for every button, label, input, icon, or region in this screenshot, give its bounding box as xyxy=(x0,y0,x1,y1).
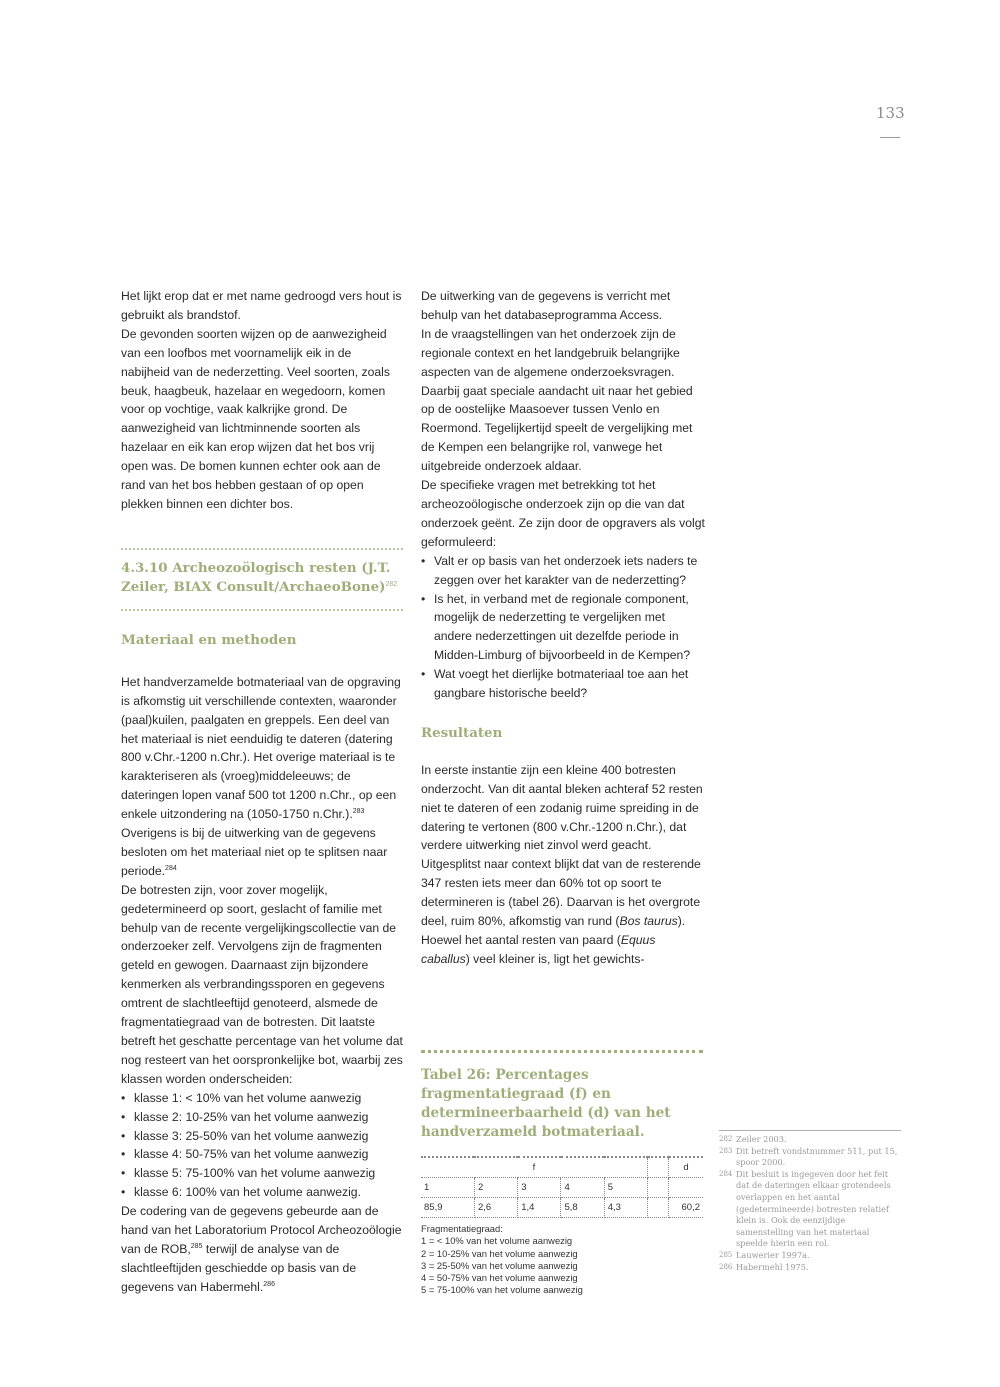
empty-cell xyxy=(669,1178,704,1198)
legend-item: 1 = < 10% van het volume aanwezig xyxy=(421,1235,573,1247)
class-label: 3 xyxy=(518,1178,561,1198)
page-number: 133 xyxy=(876,104,905,122)
class-item: • klasse 4: 50-75% van het volume aanwezig xyxy=(121,1145,403,1164)
class-label: 4 xyxy=(561,1178,604,1198)
class-label: 1 xyxy=(421,1178,474,1198)
legend-item: 2 = 10-25% van het volume aanwezig xyxy=(421,1247,578,1259)
footnote-text: Habermehl 1975. xyxy=(736,1261,809,1272)
class-label: 2 xyxy=(474,1178,517,1198)
left-column xyxy=(121,287,403,1297)
left-paragraph-3 xyxy=(121,673,403,881)
footnote-283 xyxy=(719,1146,901,1169)
class-item: • klasse 6: 100% van het volume aanwezig. xyxy=(121,1183,403,1202)
class-item: • klasse 1: < 10% van het volume aanwezig xyxy=(121,1089,403,1108)
footnote-number: 286 xyxy=(719,1262,733,1271)
footnote-282 xyxy=(719,1134,901,1146)
f-value: 1,4 xyxy=(518,1198,561,1218)
f-value: 5,8 xyxy=(561,1198,604,1218)
footnote-ref-286[interactable]: 286 xyxy=(263,1280,275,1288)
header-spacer xyxy=(648,1157,669,1178)
subheading-resultaten: Resultaten xyxy=(421,724,503,741)
footnotes xyxy=(719,1130,901,1273)
species-equus-caballus: Equus caballus xyxy=(421,933,656,966)
question-item: • Wat voegt het dierlijke botmateriaal toe aan het gangbare historische beeld? xyxy=(421,665,705,703)
left-paragraph-1: Het lijkt erop dat er met name gedroogd vers hout is gebruikt als brandstof. xyxy=(121,289,402,322)
left-paragraph-4: De botresten zijn, voor zover mogelijk, gedetermineerd op soort, geslacht of familie met behulp van de recente vergelijkingscollectie van de onderzoeker zelf. Vervolgens zijn de fragmenten geteld en gewogen. Daarnaast zijn bijzondere kenmerken als verbrandingssporen en gegevens omtrent de slachtleeftijd genoteerd, alsmede de fragmentatiegraad van de botresten. Dit laatste betreft het geschatte percentage van het volume dat nog resteert van het oorspronkelijke bot, waarbij zes klassen worden onderscheiden: xyxy=(121,882,403,1086)
empty-cell xyxy=(648,1198,669,1218)
footnote-rule xyxy=(719,1130,901,1131)
legend-item: 3 = 25-50% van het volume aanwezig xyxy=(421,1259,578,1271)
class-label: 5 xyxy=(604,1178,647,1198)
footnote-285 xyxy=(719,1250,901,1262)
right-column xyxy=(421,287,705,969)
subheading-materiaal: Materiaal en methoden xyxy=(121,631,297,648)
class-item: • klasse 5: 75-100% van het volume aanwezig xyxy=(121,1164,403,1183)
left-paragraph-5-text: De codering van de gegevens gebeurde aan de hand van het Laboratorium Protocol Archeozoölogie van de ROB, xyxy=(121,1204,402,1256)
right-paragraph-2: In de vraagstellingen van het onderzoek zijn de regionale context en het landgebruik belangrijke aspecten van de algemene onderzoeksvragen. Daarbij gaat speciale aandacht uit naar het gebied op de oostelijke Maasoever tussen Venlo en Roermond. Tegelijkertijd speelt de vergelijking met de Kempen een belangrijke rol, vanwege het uitgebreide onderzoek aldaar. xyxy=(421,326,693,474)
footnote-ref-284[interactable]: 284 xyxy=(165,864,177,872)
question-item: • Valt er op basis van het onderzoek iets naders te zeggen over het karakter van de nederzetting? xyxy=(421,552,705,590)
left-paragraph-5-cont: terwijl de analyse van de slachtleeftijden geschiedde op basis van de gegevens van Habermehl. xyxy=(121,1241,357,1294)
empty-cell xyxy=(648,1178,669,1198)
section-bottom-rule xyxy=(121,609,403,611)
right-paragraph-5-b: ). Hoewel het aantal resten van paard ( xyxy=(421,914,686,947)
header-f: f xyxy=(421,1157,648,1178)
right-paragraph-5 xyxy=(421,855,705,968)
footnote-286 xyxy=(719,1262,901,1274)
table-block xyxy=(421,1050,703,1297)
left-paragraph-3-text: Het handverzamelde botmateriaal van de opgraving is afkomstig uit verschillende contexten, waaronder (paal)kuilen, paalgaten en greppels. Een deel van het materiaal is niet eenduidig te dateren (datering 800 v.Chr.-1200 n.Chr.). Het overige materiaal is te karakteriseren als (vroeg)middeleeuws; de dateringen lopen vanaf 500 tot 1200 n.Chr., op een enkele uitzondering na (1050-1750 n.Chr.). xyxy=(121,674,401,822)
table-row xyxy=(421,1198,703,1218)
header-d: d xyxy=(669,1157,704,1178)
f-value: 4,3 xyxy=(604,1198,647,1218)
class-item: • klasse 3: 25-50% van het volume aanwezig xyxy=(121,1127,403,1146)
right-paragraph-1: De uitwerking van de gegevens is verricht met behulp van het databaseprogramma Access. xyxy=(421,289,671,322)
footnote-ref-282[interactable]: 282 xyxy=(385,580,398,588)
question-list xyxy=(421,552,705,703)
footnote-text: Dit betreft vondstnummer 511, put 15, spoor 2000. xyxy=(736,1145,898,1168)
table-top-rule xyxy=(421,1050,703,1053)
question-item: • Is het, in verband met de regionale component, mogelijk de nederzetting te vergelijken met andere nederzettingen uit dezelfde periode in Midden-Limburg of bijvoorbeeld in de Kempen? xyxy=(421,590,705,666)
d-value: 60,2 xyxy=(669,1198,704,1218)
legend-item: 4 = 50-75% van het volume aanwezig xyxy=(421,1272,578,1284)
class-item: • klasse 2: 10-25% van het volume aanwezig xyxy=(121,1108,403,1127)
footnote-284 xyxy=(719,1169,901,1250)
right-paragraph-5-a: Uitgesplitst naar context blijkt dat van de resterende 347 resten iets meer dan 60% tot op soort te determineren is (tabel 26). Daarvan is het overgrote deel, ruim 80%, afkomstig van rund ( xyxy=(421,857,701,929)
footnote-number: 283 xyxy=(719,1146,733,1155)
footnote-text: Dit besluit is ingegeven door het feit dat de dateringen elkaar grotendeels overlappen en het aantal (gedetermineerde) botresten relatief klein is. Ook de eenzijdige samenstelling van het materiaal speelde hierin een rol. xyxy=(736,1168,891,1249)
footnote-number: 285 xyxy=(719,1250,733,1259)
footnote-text: Lauwerier 1997a. xyxy=(736,1249,810,1260)
fragmentation-table xyxy=(421,1156,703,1218)
species-bos-taurus: Bos taurus xyxy=(619,914,678,929)
f-value: 2,6 xyxy=(474,1198,517,1218)
table-row xyxy=(421,1178,703,1198)
footnote-text: Zeiler 2003. xyxy=(736,1134,787,1144)
f-value: 85,9 xyxy=(421,1198,474,1218)
page-number-rule xyxy=(880,137,900,138)
footnote-number: 284 xyxy=(719,1169,733,1178)
section-heading-text: 4.3.10 Archeozoölogisch resten (J.T. Zeiler, BIAX Consult/ArchaeoBone) xyxy=(121,559,391,595)
class-list xyxy=(121,1089,403,1202)
footnote-ref-285[interactable]: 285 xyxy=(190,1242,203,1250)
right-paragraph-4: In eerste instantie zijn een kleine 400 botresten onderzocht. Van dit aantal bleken achteraf 52 resten niet te dateren of een zodanig ruime spreiding in de datering te vertonen (800 v.Chr.-1200 n.Chr.), dat verdere uitwerking niet zinvol werd geacht. xyxy=(421,762,703,853)
left-paragraph-3-cont: Overigens is bij de uitwerking van de gegevens besloten om het materiaal niet op te splitsen naar periode. xyxy=(121,826,388,878)
left-paragraph-2: De gevonden soorten wijzen op de aanwezigheid van een loofbos met voornamelijk eik in de nabijheid van de nederzetting. Veel soorten, zoals beuk, haagbeuk, hazelaar en wegedoorn, komen voor op vochtige, vaak kalkrijke grond. De aanwezigheid van lichtminnende soorten als hazelaar en eik kan erop wijzen dat het bos vrij open was. De bomen kunnen echter ook aan de rand van het bos hebben gestaan of op open plekken binnen een dichter bos. xyxy=(121,326,390,511)
section-top-rule xyxy=(121,548,403,550)
legend-item: 5 = 75-100% van het volume aanwezig xyxy=(421,1284,583,1296)
footnote-ref-283[interactable]: 283 xyxy=(352,808,365,816)
section-heading xyxy=(121,559,403,597)
legend-title: Fragmentatiegraad: xyxy=(421,1223,503,1234)
right-paragraph-3: De specifieke vragen met betrekking tot het archeozoölogische onderzoek zijn op die van dat onderzoek geënt. Ze zijn door de opgravers als volgt geformuleerd: xyxy=(421,478,705,549)
table-header-row xyxy=(421,1157,703,1178)
right-paragraph-5-c: ) veel kleiner is, ligt het gewichts- xyxy=(465,951,645,966)
left-paragraph-5 xyxy=(121,1202,403,1297)
table-legend xyxy=(421,1223,703,1297)
footnote-number: 282 xyxy=(719,1135,733,1143)
table-caption: Tabel 26: Percentages fragmentatiegraad (f) en determineerbaarheid (d) van het handverzameld botmateriaal. xyxy=(421,1067,671,1140)
